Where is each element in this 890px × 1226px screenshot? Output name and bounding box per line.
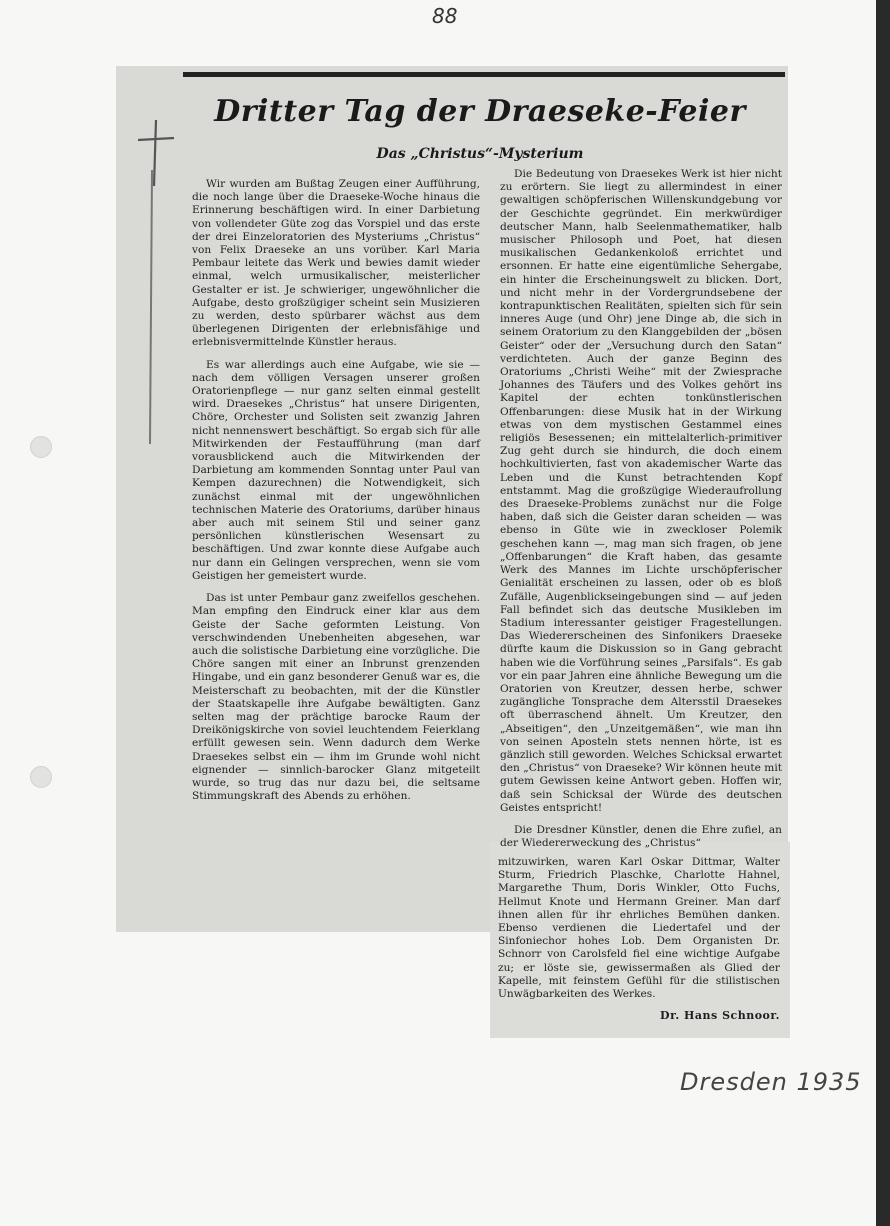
article-paragraph: Es war allerdings auch eine Aufgabe, wie sie — nach dem völligen Versagen unserer großen Oratorienpflege — nur ganz selten einmal gestellt wird. Draesekes „Christus“ hat unsere Dirigenten, Chöre, Orchester und Solisten seit zwanzig Jahren nicht nennenswert beschäftigt. So ergab sich für alle Mitwirkenden der Festaufführung (man darf vorausblickend auch die Mitwirkenden der Darbietung am kommenden Sonntag unter Paul van Kempen dazurechnen) die Notwendigkeit, sich zunächst einmal mit der ungewöhnlichen technischen Materie des Oratoriums, darüber hinaus aber auch mit seinem Stil und seiner ganz persönlichen künstlerischen Wesensart zu beschäftigen. Und zwar konnte diese Aufgabe auch nur dann ein Gelingen versprechen, wenn sie vom Geistigen her gemeistert wurde.: [192, 358, 480, 582]
article-paragraph: Die Dresdner Künstler, denen die Ehre zufiel, an der Wiedererweckung des „Christus“: [500, 823, 782, 850]
headline: Dritter Tag der Draeseke-Feier: [214, 94, 746, 129]
handwritten-date-note: Dresden 1935: [680, 1068, 862, 1096]
punch-hole: [30, 436, 52, 458]
article-paragraph: mitzuwirken, waren Karl Oskar Dittmar, Walter Sturm, Friedrich Plaschke, Charlotte Hahnel, Margarethe Thum, Doris Winkler, Otto Fuchs, Hellmut Knote und Hermann Greiner. Man darf ihnen allen für ihr ehrliches Bemühen danken. Ebenso verdienen die Liedertafel und der Sinfoniechor hohes Lob. Dem Organisten Dr. Schnorr von Carolsfeld fiel eine wichtige Aufgabe zu; er löste sie, gewissermaßen als Glied der Kapelle, mit feinstem Gefühl für die stilistischen Unwägbarkeiten des Werkes.: [498, 856, 780, 1001]
article-column-3: [498, 856, 780, 1010]
article-column-2: [500, 168, 782, 859]
scan-edge: [876, 0, 890, 1226]
author-signature: Dr. Hans Schnoor.: [660, 1009, 780, 1022]
article-paragraph: Das ist unter Pembaur ganz zweifellos geschehen. Man empfing den Eindruck einer klar aus dem Geiste der Sache geformten Leistung. Von verschwindenden Unebenheiten abgesehen, war auch die solistische Darbietung eine vorzügliche. Die Chöre sangen mit einer an Inbrunst grenzenden Hingabe, und ein ganz besonderer Genuß war es, die Meisterschaft zu beobachten, mit der die Künstler der Staatskapelle ihre Aufgabe bewältigten. Ganz selten mag der prächtige barocke Raum der Dreikönigskirche von soviel leuchtendem Feierklang erfüllt gewesen sein. Wenn dadurch dem Werke Draesekes selbst ein — ihm im Grunde wohl nicht eignender — sinnlich-barocker Glanz mitgeteilt wurde, so trug das nur dazu bei, die seltsame Stimmungskraft des Abends zu erhöhen.: [192, 592, 480, 803]
article-paragraph: Wir wurden am Bußtag Zeugen einer Aufführung, die noch lange über die Draeseke-Woche hinaus die Erinnerung beschäftigen wird. In einer Darbietung von vollendeter Güte zog das Vorspiel und das erste der drei Einzeloratorien des Mysteriums „Christus“ von Felix Draeseke an uns vorüber. Karl Maria Pembaur leitete das Werk und bewies damit wieder einmal, welch urmusikalischer, meisterlicher Gestalter er ist. Je schwieriger, ungewöhnlicher die Aufgabe, desto großzügiger scheint sein Musizieren zu werden, desto spürbarer wächst aus dem überlegenen Dirigenten der erlebnisfähige und erlebnisvermittelnde Künstler heraus.: [192, 178, 480, 349]
pencil-margin-line: [144, 168, 160, 448]
article-paragraph: Die Bedeutung von Draesekes Werk ist hier nicht zu erörtern. Sie liegt zu allermindest in einer gewaltigen schöpferischen Willenskundgebung vor der Geschichte gegründet. Ein merkwürdiger deutscher Mann, halb Seelenmathematiker, halb musischer Philosoph und Poet, hat diesen musikalischen Gedankenkoloß errichtet und ersonnen. Er hatte eine eigentümliche Sehergabe, ein hinter die Erscheinungswelt zu blicken. Dort, und nicht mehr in der Vordergrundsebene der kontrapunktischen Realitäten, spielten sich für sein inneres Auge (und Ohr) jene Dinge ab, die sich in seinem Oratorium zu den Klanggebilden der „bösen Geister“ oder der „Versuchung durch den Satan“ verdichteten. Auch der ganze Beginn des Oratoriums „Christi Weihe“ mit der Zwiesprache Johannes des Täufers und des Volkes gehört ins Kapitel der echten tonkünstlerischen Offenbarungen: diese Musik hat in der Wirkung etwas von dem mystischen Gestammel eines religiös Besessenen; ein mittelalterlich-primitiver Zug geht durch sie hindurch, die doch einem hochkultivierten, fast von akademischer Warte das Leben und die Kunst betrachtenden Kopf entstammt. Mag die großzügige Wiederaufrollung des Draeseke-Problems zunächst nur die Folge haben, daß sich die Geister daran scheiden — was ebenso in Güte wie in zweckloser Polemik geschehen kann —, mag man sich fragen, ob jene „Offenbarungen“ die Kraft haben, das gesamte Werk des Mannes im Lichte urschöpferischer Genialität erscheinen zu lassen, oder ob es bloß Zufälle, Augenblickseingebungen sind — auf jeden Fall befindet sich das deutsche Musikleben im Stadium interessanter geistiger Fragestellungen. Das Wiedererscheinen des Sinfonikers Draeseke dürfte kaum die Diskussion so in Gang gebracht haben wie die Vorführung seines „Parsifals“. Es gab vor ein paar Jahren eine ähnliche Bewegung um die Oratorien von Kreutzer, dessen herbe, schwer zugängliche Tonsprache dem Altersstil Draesekes oft überraschend ähnelt. Um Kreutzer, den „Abseitigen“, den „Unzeitgemäßen“, wie man ihn von seinen Aposteln stets nennen hörte, ist es gänzlich still geworden. Welches Schicksal erwartet den „Christus“ von Draeseke? Wir können heute mit gutem Gewissen keine Antwort geben. Hoffen wir, daß sein Schicksal der Würde des deutschen Geistes entspricht!: [500, 168, 782, 814]
page-number: 88: [432, 4, 458, 28]
headline-rule: [183, 72, 785, 77]
punch-hole: [30, 766, 52, 788]
article-column-1: [192, 178, 480, 812]
subheadline: Das „Christus“-Mysterium: [376, 146, 584, 162]
